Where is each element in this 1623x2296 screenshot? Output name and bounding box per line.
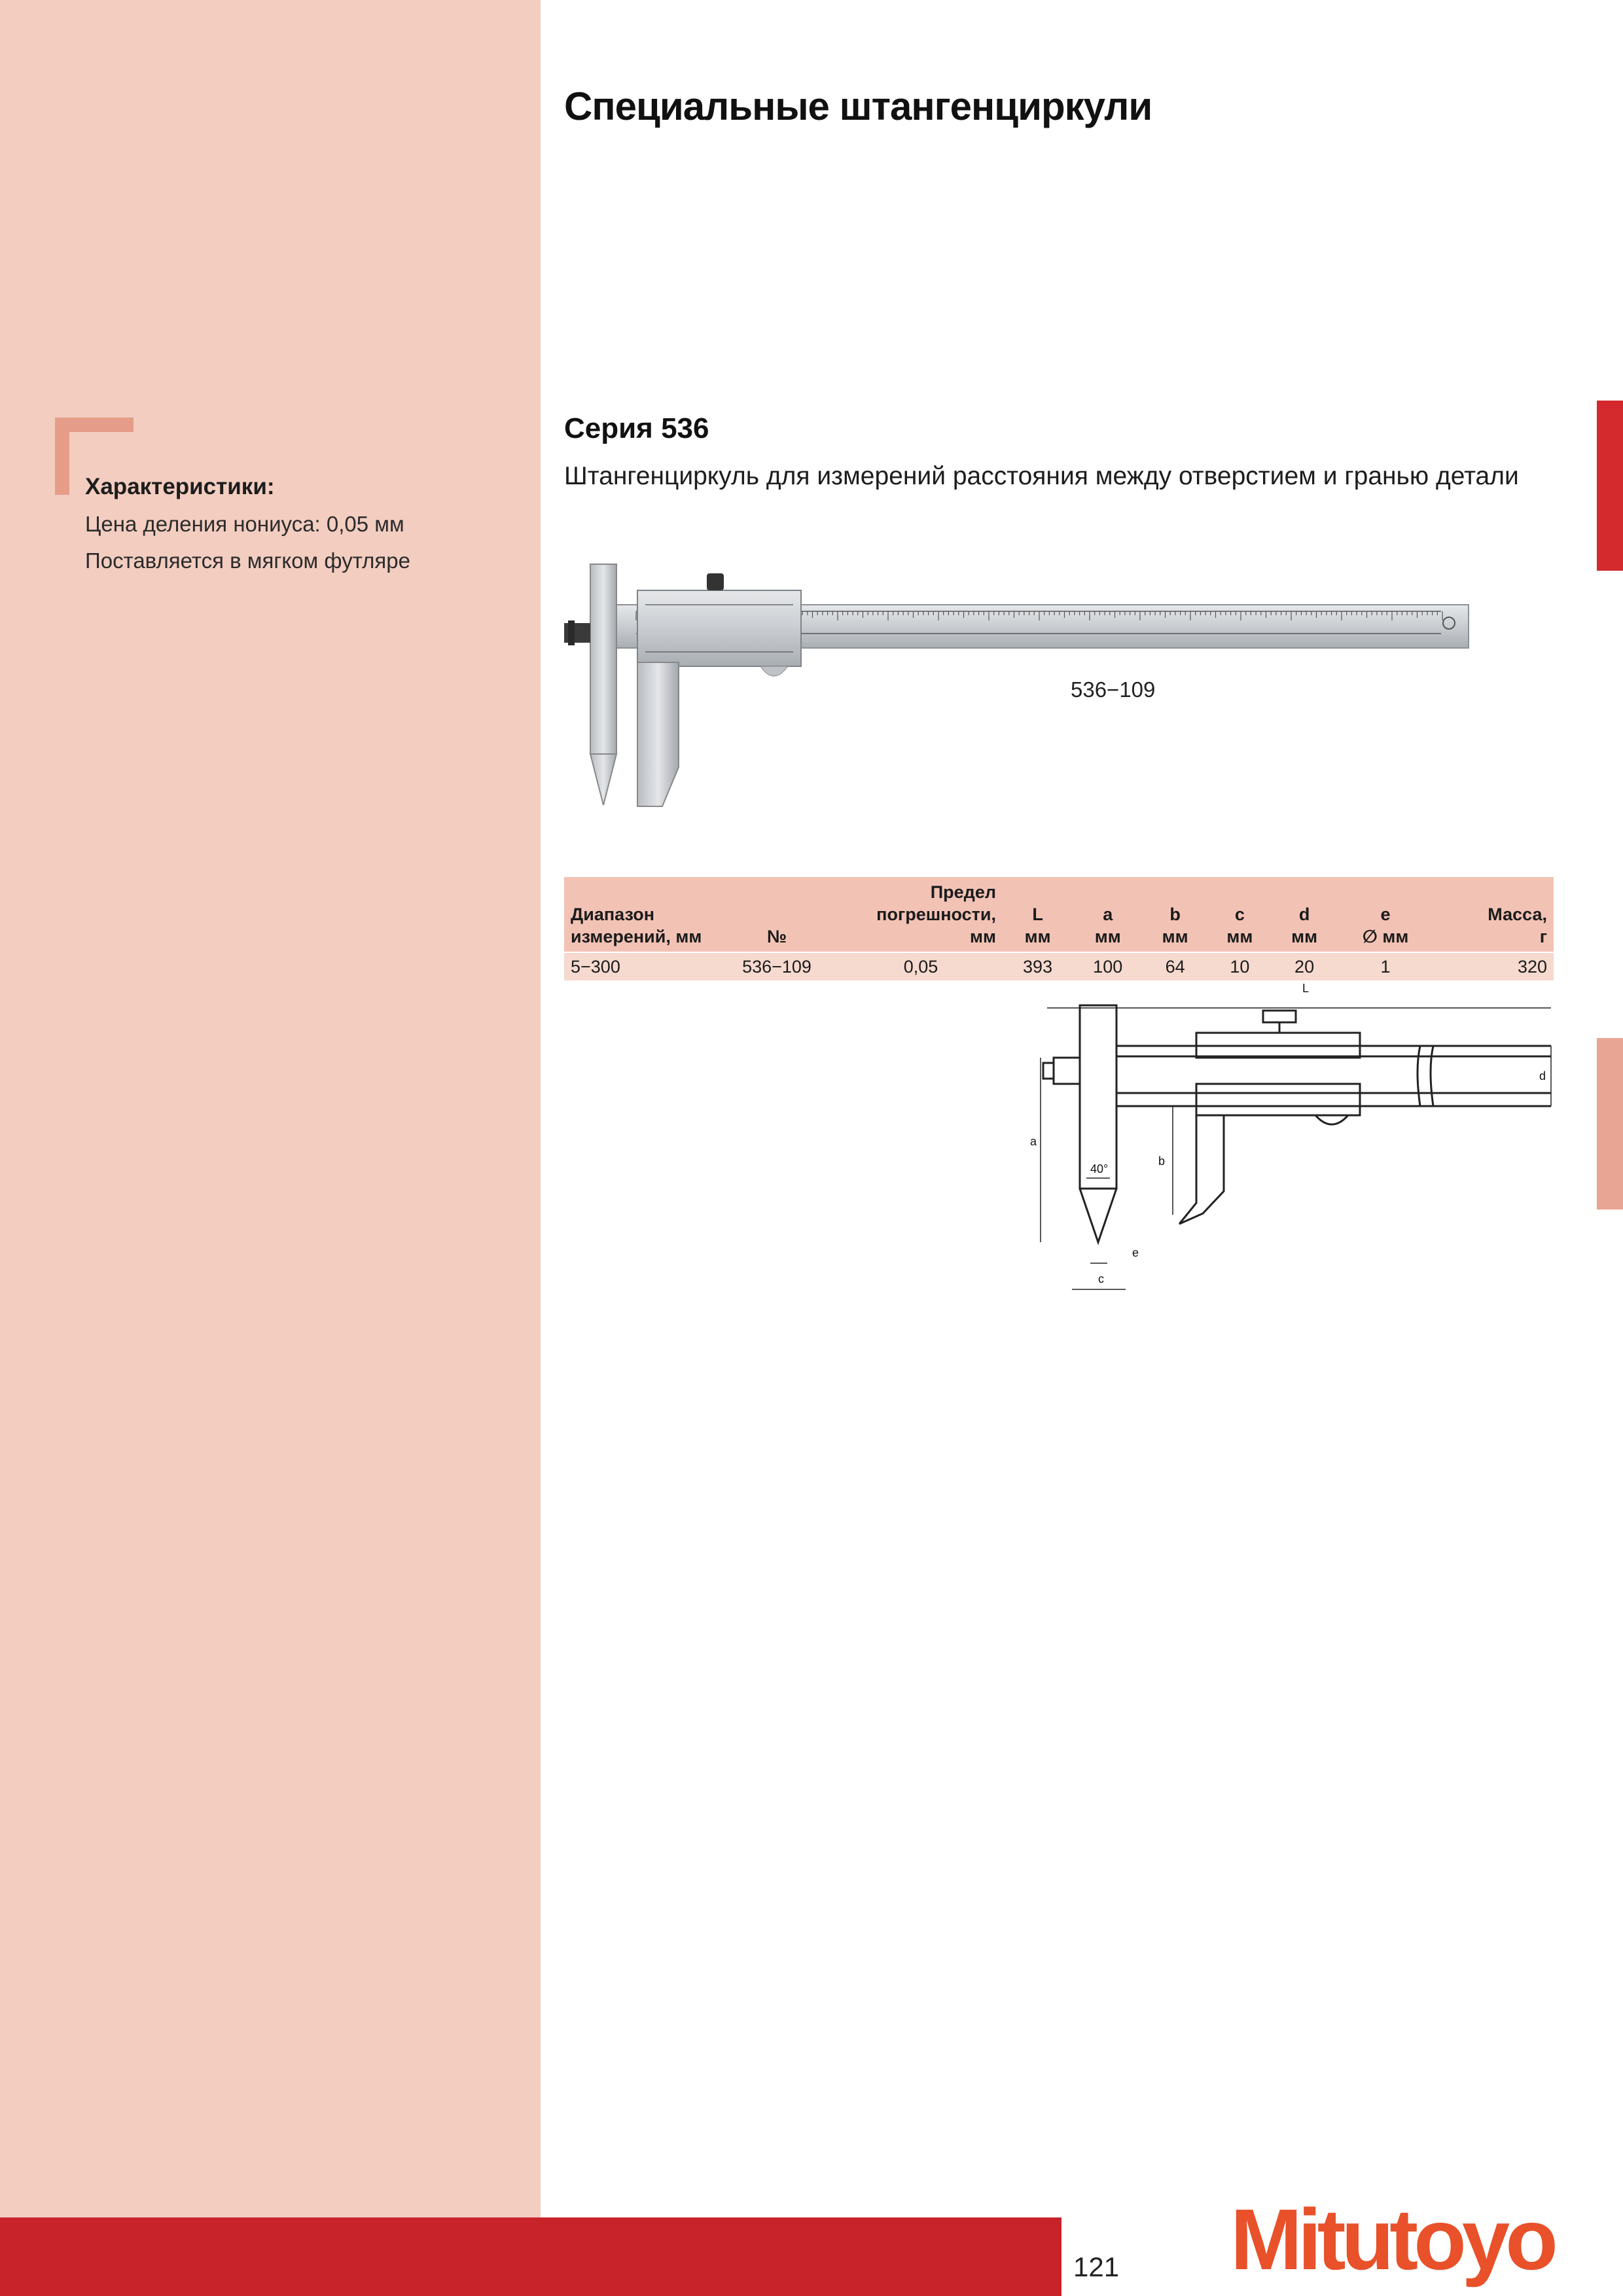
dim-label-b: b <box>1158 1155 1166 1168</box>
footer-bar <box>0 2217 1061 2296</box>
mitutoyo-logo: Mitutoyo <box>1230 2191 1554 2287</box>
header-a: a мм <box>1073 877 1143 952</box>
cell-error: 0,05 <box>839 952 1003 980</box>
header-d: d мм <box>1272 877 1337 952</box>
table-row <box>564 952 1554 980</box>
header-c: c мм <box>1207 877 1272 952</box>
cell-range: 5−300 <box>564 952 715 980</box>
dim-label-d: d <box>1539 1069 1546 1083</box>
dim-label-e: e <box>1132 1246 1139 1259</box>
bracket-icon-top <box>55 418 134 432</box>
cell-d: 20 <box>1272 952 1337 980</box>
header-range: Диапазон измерений, мм <box>564 877 715 952</box>
cell-a: 100 <box>1073 952 1143 980</box>
cell-c: 10 <box>1207 952 1272 980</box>
series-title: Серия 536 <box>564 412 709 444</box>
section-tab-red <box>1597 401 1623 571</box>
cell-number: 536−109 <box>715 952 839 980</box>
features-title: Характеристики: <box>85 474 275 499</box>
photo-caption: 536−109 <box>1071 677 1156 702</box>
cell-mass: 320 <box>1435 952 1554 980</box>
header-mass: Масса, г <box>1435 877 1554 952</box>
dim-label-L: L <box>1302 982 1310 995</box>
sidebar <box>0 0 541 2217</box>
cell-b: 64 <box>1143 952 1207 980</box>
caliper-drawing <box>1027 982 1564 1296</box>
section-tab-pink <box>1597 1038 1623 1210</box>
dim-label-angle: 40° <box>1090 1162 1109 1175</box>
caliper-photo <box>564 558 1559 819</box>
page-title: Специальные штангенциркули <box>564 84 1152 128</box>
dim-label-a: a <box>1030 1135 1037 1148</box>
header-error: Предел погрешности, мм <box>839 877 1003 952</box>
header-b: b мм <box>1143 877 1207 952</box>
header-e: e ∅ мм <box>1336 877 1434 952</box>
feature-vernier: Цена деления нониуса: 0,05 мм <box>85 512 404 536</box>
header-L: L мм <box>1003 877 1073 952</box>
page-number: 121 <box>1073 2251 1120 2282</box>
cell-e: 1 <box>1336 952 1434 980</box>
dim-label-c: c <box>1098 1272 1104 1285</box>
spec-table <box>564 877 1554 980</box>
cell-L: 393 <box>1003 952 1073 980</box>
series-description: Штангенциркуль для измерений расстояния между отверстием и гранью детали <box>564 462 1519 490</box>
table-header-row <box>564 877 1554 952</box>
feature-case: Поставляется в мягком футляре <box>85 548 410 573</box>
header-number: № <box>715 877 839 952</box>
